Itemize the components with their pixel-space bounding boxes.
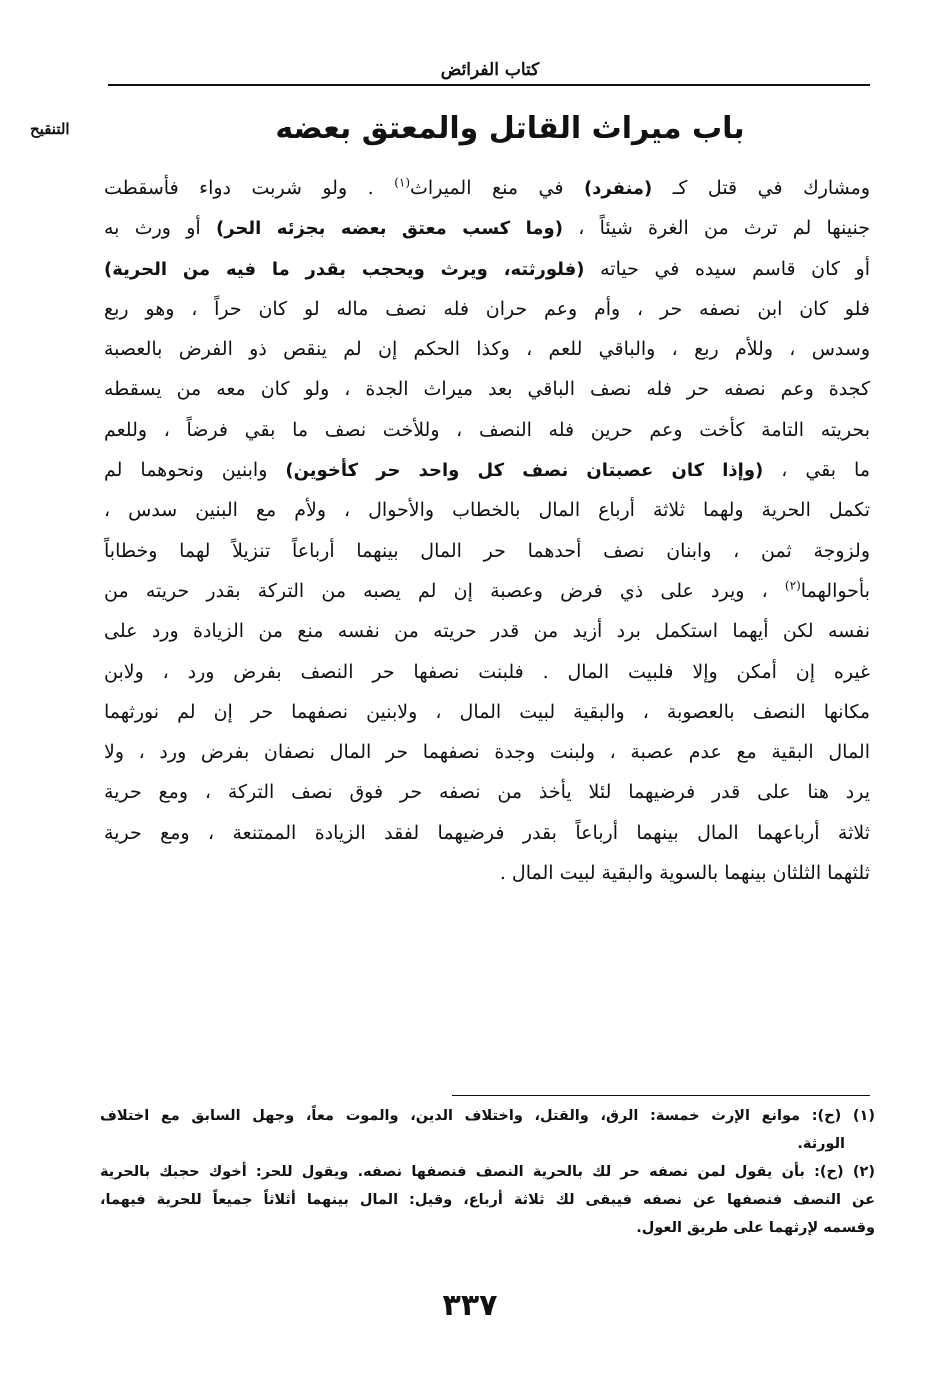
text-line: تكمل الحرية ولهما ثلاثة أرباع المال بالخطاب والأحوال ، ولأم مع البنين سدس ، [104,499,870,522]
footnote-rule [452,1095,870,1096]
text-line: يرد هنا على قدر فرضيهما لئلا يأخذ من نصفه حر فوق نصف التركة ، ومع حرية [104,781,870,804]
text-line: بأحوالهما$^{(٢)}$ ، ويرد على ذي فرض وعصبة إن لم يصبه من التركة بقدر حريته من [104,578,870,602]
footnote-ref: (١) [394,175,411,190]
footnote-line: الورثة. [797,1136,845,1152]
text-line: ما بقي ، (وإذا كان عصبتان نصف كل واحد حر كأخوين) وابنين ونحوهما لم [104,459,871,482]
footnote-line: (١) (ح): موانع الإرث خمسة: الرق، والقتل، واختلاف الدين، والموت معاً، وجهل السابق مع اختلاف [100,1108,875,1124]
chapter-title: باب ميراث القاتل والمعتق بعضه [275,111,745,146]
text-line: جنينها لم ترث من الغرة شيئاً ، (وما كسب معتق بعضه بجزئه الحر) أو ورث به [104,217,870,240]
text-line: وسدس ، وللأم ربع ، والباقي للعم ، وكذا الحكم إن لم ينقص ذو الفرض بالعصبة [104,338,870,361]
text-line: فلو كان ابن نصفه حر ، وأم وعم حران فله نصف ماله لو كان حراً ، وهو ربع [104,297,870,320]
footnote-line: عن النصف فنصفها عن نصفه فيبقى لك ثلاثة أرباع، وقيل: المال بينهما أثلاثاً جميعاً للحرية فيهما، [100,1192,875,1208]
footnote-line: (٢) (ح): بأن يقول لمن نصفه حر لك بالحرية النصف فنصفها نصفه. ويقول للحر: أخوك حجبك بالحرية [100,1164,875,1180]
text-line: نفسه لكن أيهما استكمل برد أزيد من قدر حريته من نفسه منع من الزيادة ورد على [104,620,870,643]
page-number: ٣٣٧ [442,1288,498,1323]
text-line: كجدة وعم نصفه حر فله نصف الباقي بعد ميراث الجدة ، ولو كان معه من يسقطه [104,378,870,401]
main-text [104,168,870,893]
text-line: المال البقية مع عدم عصبة ، ولبنت وجدة نصفهما حر المال نصفان بفرض ورد ، ولا [104,741,870,764]
running-header-title: كتاب الفرائض [440,60,540,80]
text-line: ثلثهما الثلثان بينهما بالسوية والبقية لبيت المال . [499,862,870,885]
side-label: التنقيح [30,120,70,138]
header-rule [108,84,870,86]
text-line: ومشارك في قتل كـ (منفرد) في منع الميراث$^{(١)}$ . ولو شربت دواء فأسقطت [104,175,870,199]
text-line: ثلاثة أرباعهما المال بينهما أرباعاً بقدر فرضيهما لفقد الزيادة الممتنعة ، ومع حرية [104,821,870,844]
text-line: بحريته التامة كأخت وعم حرين فله النصف ، وللأخت نصف ما بقي فرضاً ، وللعم [104,418,870,441]
footnotes [100,1102,875,1242]
footnote-ref: (٢) [784,578,801,593]
text-line: أو كان قاسم سيده في حياته (فلورثته، ويرث ويحجب بقدر ما فيه من الحرية) [104,257,870,280]
footnote-line: وقسمه لإرثهما على طريق العول. [636,1220,875,1236]
text-line: ولزوجة ثمن ، وابنان نصف أحدهما حر المال بينهما أرباعاً تنزيلاً لهما وخطاباً [104,539,870,562]
text-line: مكانها النصف بالعصوبة ، والبقية لبيت المال ، ولابنين نصفهما حر إن لم نورثهما [104,700,870,723]
text-line: غيره إن أمكن وإلا فلبيت المال . فلبنت نصفها حر النصف بفرض ورد ، ولابن [104,660,870,683]
